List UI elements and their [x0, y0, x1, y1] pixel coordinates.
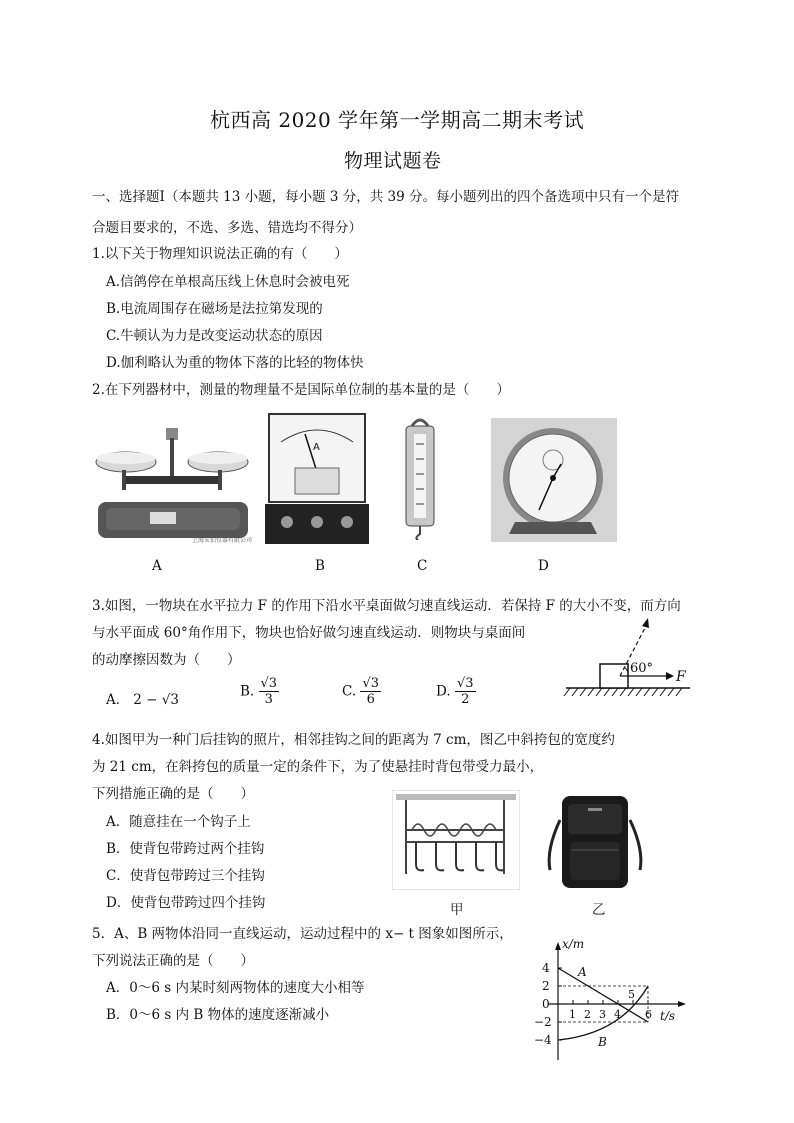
q1-option-b: B.电流周围存在磁场是法拉第发现的 [106, 301, 323, 317]
q4-line3: 下列措施正确的是（ ） [92, 786, 254, 802]
q5-xt-graph [530, 936, 690, 1066]
q2-label-c: C [417, 558, 428, 574]
spring-scale-image [400, 414, 440, 540]
ammeter-image [265, 412, 369, 544]
q5-option-a: A．0～6 s 内某时刻两物体的速度大小相等 [106, 980, 365, 996]
q5-y-axis-label: x/m [562, 937, 585, 951]
q5-y-tick-neg4: −4 [534, 1033, 552, 1047]
section-intro-line1: 一、选择题Ⅰ（本题共 13 小题，每小题 3 分，共 39 分。每小题列出的四个备选项中只有一个是符 [92, 189, 680, 205]
q5-series-b-label: B [598, 1035, 607, 1049]
q5-y-tick-0: 0 [542, 997, 550, 1011]
q2-label-a: A [152, 558, 162, 574]
paper-subtitle: 物理试题卷 [344, 150, 442, 172]
q4-option-a: A．随意挂在一个钩子上 [106, 814, 251, 830]
q5-x-axis-label: t/s [660, 1009, 676, 1023]
crossbody-bag-image [540, 790, 650, 894]
q3-line1: 3.如图，一物块在水平拉力 F 的作用下沿水平桌面做匀速直线运动．若保持 F 的大小不变，而方向 [92, 598, 681, 614]
q5-y-tick-4: 4 [542, 961, 550, 975]
q5-x-tick-4: 4 [614, 1008, 621, 1021]
q3-line2: 与水平面成 60°角作用下，物块也恰好做匀速直线运动．则物块与桌面间 [92, 625, 526, 641]
q3-option-d: D. $\frac{√3}{2}$ [436, 676, 474, 707]
q3-option-b: B. $\frac{√3}{3}$ [240, 676, 278, 707]
q3-option-a: A． 2 − √3 [106, 692, 179, 708]
q5-line1: 5．A、B 两物体沿同一直线运动，运动过程中的 x− t 图象如图所示， [92, 926, 513, 942]
q2-stem: 2.在下列器材中，测量的物理量不是国际单位制的基本量的是（ ） [92, 382, 510, 398]
q5-x-tick-6: 6 [645, 1008, 652, 1021]
stopwatch-image [491, 418, 617, 542]
door-hook-image [392, 790, 520, 890]
section-intro-line2: 合题目要求的，不选、多选、错选均不得分） [92, 220, 362, 236]
balance-watermark: 上海采佰仪器有限公司 [192, 537, 253, 544]
q4-option-c: C．使背包带跨过三个挂钩 [106, 868, 265, 884]
q3-line3: 的动摩擦因数为（ ） [92, 652, 241, 668]
q4-line2: 为 21 cm，在斜挎包的质量一定的条件下，为了使悬挂时背包带受力最小， [92, 759, 544, 775]
q4-option-b: B．使背包带跨过两个挂钩 [106, 841, 265, 857]
q1-stem: 1.以下关于物理知识说法正确的有（ ） [92, 246, 348, 262]
q5-mark-5: 5 [628, 988, 635, 1001]
q5-y-tick-neg2: −2 [534, 1015, 552, 1029]
q3-option-c: C. $\frac{√3}{6}$ [342, 676, 379, 707]
q5-y-tick-2: 2 [542, 979, 550, 993]
q5-x-tick-3: 3 [599, 1008, 606, 1021]
q4-label-jia: 甲 [450, 902, 464, 918]
q3-force-diagram [562, 614, 694, 700]
q4-line1: 4.如图甲为一种门后挂钩的照片，相邻挂钩之间的距离为 7 cm，图乙中斜挎包的宽度约 [92, 732, 615, 748]
q5-x-tick-2: 2 [584, 1008, 591, 1021]
q4-option-d: D．使背包带跨过四个挂钩 [106, 895, 266, 911]
q1-option-c: C.牛顿认为力是改变运动状态的原因 [106, 328, 323, 344]
q3-force-label: F [676, 669, 686, 685]
exam-title: 杭西高 2020 学年第一学期高二期末考试 [210, 108, 585, 132]
q3-angle-label: 60° [630, 661, 654, 676]
q5-series-a-label: A [578, 965, 587, 979]
balance-scale-image [92, 420, 274, 545]
q5-option-b: B．0～6 s 内 B 物体的速度逐渐减小 [106, 1007, 330, 1023]
q2-label-b: B [315, 558, 325, 574]
q1-option-a: A.信鸽停在单根高压线上休息时会被电死 [106, 274, 350, 290]
ammeter-letter: A [313, 442, 320, 453]
q1-option-d: D.伽利略认为重的物体下落的比轻的物体快 [106, 355, 364, 371]
q5-line2: 下列说法正确的是（ ） [92, 953, 254, 969]
q5-x-tick-1: 1 [569, 1008, 576, 1021]
q4-label-yi: 乙 [592, 902, 606, 918]
q2-label-d: D [538, 558, 549, 574]
